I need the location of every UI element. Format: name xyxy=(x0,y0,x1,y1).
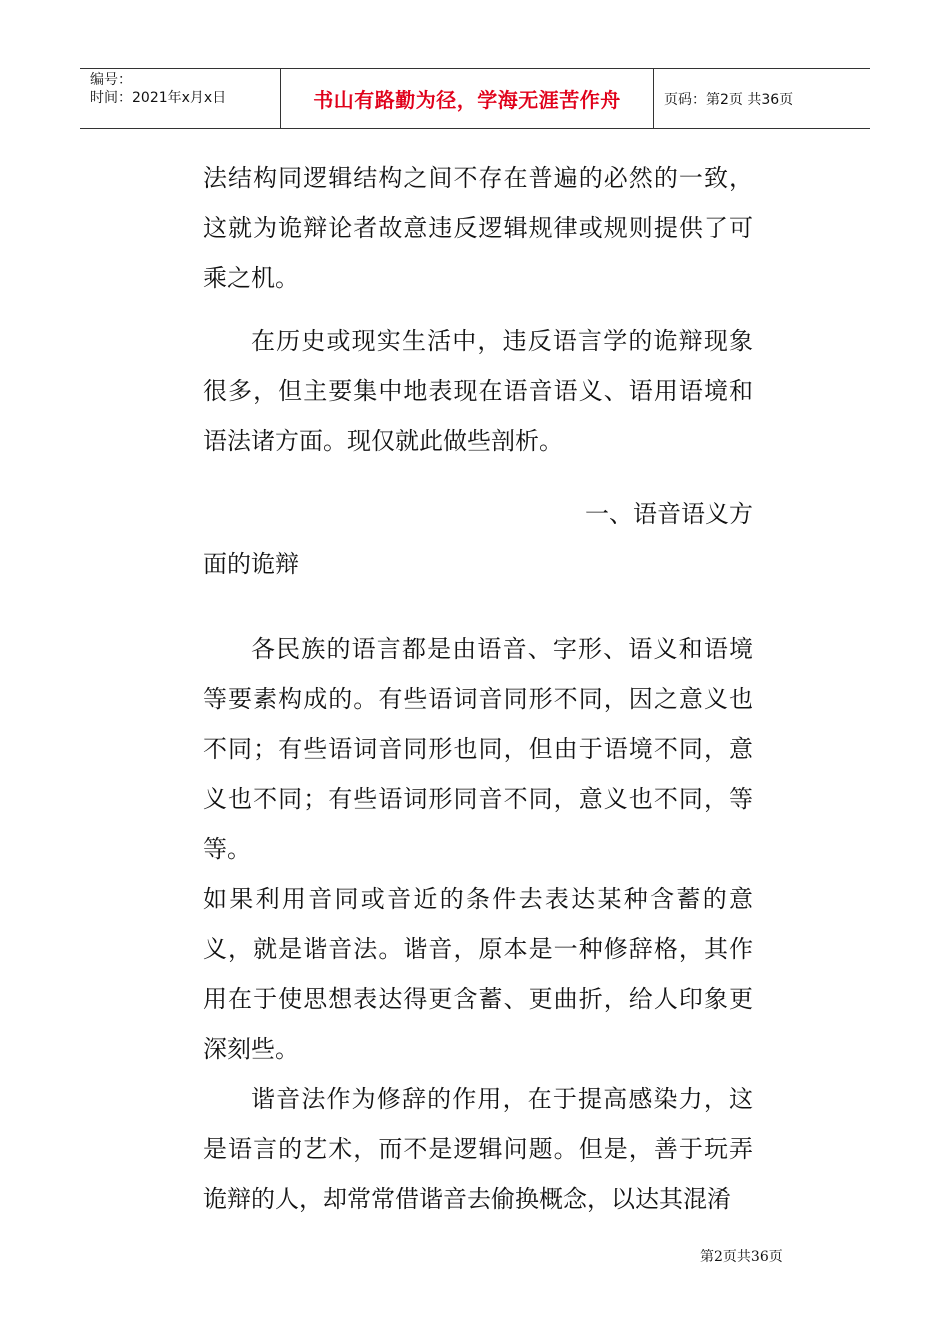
paragraph: 法结构同逻辑结构之间不存在普遍的必然的一致，这就为诡辩论者故意违反逻辑规律或规则提供了可乘之机。 xyxy=(203,164,753,292)
document-header xyxy=(80,68,870,129)
paragraph: 各民族的语言都是由语音、字形、语义和语境等要素构成的。有些语词音同形不同，因之意义也不同；有些语词音同形也同，但由于语境不同，意义也不同；有些语词形同音不同，意义也不同，等等。 xyxy=(203,635,753,863)
paragraph: 在历史或现实生活中，违反语言学的诡辩现象很多，但主要集中地表现在语音语义、语用语境和语法诸方面。现仅就此做些剖析。 xyxy=(203,327,753,455)
number-label: 编号： xyxy=(90,72,132,88)
paragraph: 如果利用音同或音近的条件去表达某种含蓄的意义，就是谐音法。谐音，原本是一种修辞格，其作用在于使思想表达得更含蓄、更曲折，给人印象更深刻些。 xyxy=(203,885,753,1063)
time-label: 时间：2021年x月x日 xyxy=(90,90,227,106)
header-page-info: 页码：第2页 共36页 xyxy=(664,91,794,108)
section-heading-continued: 面的诡辩 xyxy=(203,550,299,578)
header-motto: 书山有路勤为径，学海无涯苦作舟 xyxy=(281,69,654,128)
header-meta-cell xyxy=(80,69,281,128)
paragraph: 谐音法作为修辞的作用，在于提高感染力，这是语言的艺术，而不是逻辑问题。但是，善于玩弄诡辩的人，却常常借谐音去偷换概念，以达其混淆 xyxy=(203,1085,753,1213)
section-heading: 一、语音语义方 xyxy=(585,500,753,528)
document-body xyxy=(203,153,753,1224)
page-number-footer: 第2页共36页 xyxy=(700,1249,783,1265)
